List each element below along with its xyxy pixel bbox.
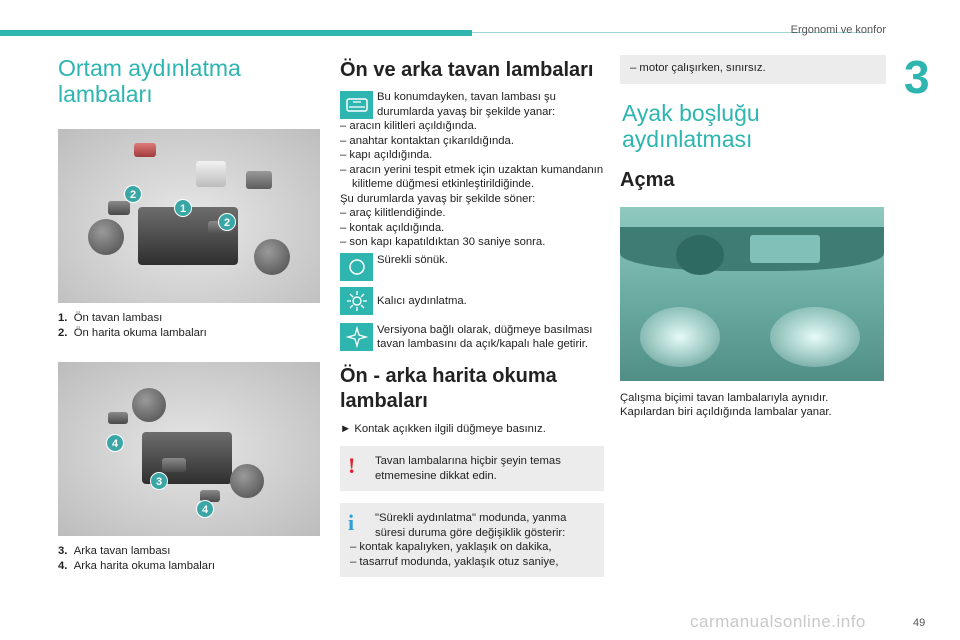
section-title-roof-lamps: Ön ve arka tavan lambaları [340, 59, 594, 81]
legend-item: 3. Arka tavan lambası [58, 545, 171, 557]
mode-on-row [340, 287, 604, 317]
callout-3: 3 [150, 472, 168, 490]
rear-center-switch-image [162, 458, 186, 472]
door-mode-text: Bu konumdayken, tavan lambası şu durumlarda yavaş bir şekilde yanar: [377, 91, 556, 118]
footwell-description: Çalışma biçimi tavan lambalarıyla aynıdır. Kapılardan biri açıldığında lambalar yanar. [620, 391, 832, 418]
list-item: – anahtar kontaktan çıkarıldığında. [340, 134, 514, 147]
legend-item: 2. Ön harita okuma lambaları [58, 326, 207, 339]
callout-2-right: 2 [218, 213, 236, 231]
steering-wheel-image [676, 235, 724, 275]
list-item: – aracın yerini tespit etmek için uzaktan kumandanın kilitleme düğmesi etkinleştirildiğinde. [340, 163, 604, 190]
right-map-lamp-image [254, 239, 290, 275]
info-note [340, 503, 604, 577]
warning-text: Tavan lambalarına hiçbir şeyin temas etmemesine dikkat edin. [375, 455, 561, 482]
section-title-footwell: Ayak boşluğu aydınlatması [622, 99, 760, 152]
off-intro: Şu durumlarda yavaş bir şekilde söner: [340, 192, 536, 205]
list-item: – aracın kilitleri açıldığında. [340, 120, 477, 132]
callout-4-left: 4 [106, 434, 124, 452]
section-title-ambient: Ortam aydınlatma lambaları [58, 55, 241, 107]
legend-rear [58, 544, 320, 573]
left-footwell-glow [640, 307, 720, 367]
callout-2-left: 2 [124, 185, 142, 203]
rear-left-map-lamp-image [132, 388, 166, 422]
front-roof-lamp-image [58, 129, 320, 303]
rear-left-switch-image [108, 412, 128, 424]
callout-4-right: 4 [196, 500, 214, 518]
list-item: – araç kilitlendiğinde. [340, 207, 446, 219]
continued-note [620, 55, 886, 84]
watermark: carmanualsonline.info [690, 612, 866, 631]
info-icon: i [348, 510, 355, 535]
list-item: – son kapı kapatıldıktan 30 saniye sonra. [340, 236, 546, 248]
subsection-title-open: Açma [620, 168, 675, 191]
chapter-number: 3 [904, 51, 930, 103]
right-footwell-glow [770, 307, 860, 367]
permanent-light-text: Kalıcı aydınlatma. [377, 294, 467, 307]
footwell-lighting-image [620, 207, 884, 381]
mode-door-row [340, 90, 604, 119]
toggle-light-text: Versiyona bağlı olarak, düğmeye basılması tavan lambasını da açık/kapalı hale getirir. [377, 323, 593, 350]
info-text: "Sürekli aydınlatma" modunda, yanma süresi duruma göre değişiklik gösterir: [375, 512, 567, 539]
rear-right-map-lamp-image [230, 464, 264, 498]
list-item: – kontak kapalıyken, yaklaşık on dakika, [350, 541, 552, 553]
door-mode-icon [340, 91, 373, 119]
mode-toggle-row [340, 323, 604, 352]
toggle-light-icon [340, 323, 373, 351]
on-conditions-list [340, 119, 604, 250]
warning-icon: ! [348, 453, 356, 478]
hazard-button-image [134, 143, 156, 157]
permanent-light-icon [340, 287, 373, 315]
right-column [620, 55, 886, 420]
instruction-step: ► Kontak açıkken ilgili düğmeye basınız. [340, 422, 546, 435]
chapter-title: Ergonomi ve konfor [790, 24, 886, 36]
section-title-map-lamps: Ön - arka harita okuma lambaları [340, 364, 557, 412]
list-item: – kontak açıldığında. [340, 221, 445, 234]
warning-note [340, 446, 604, 491]
list-item: – motor çalışırken, sınırsız. [630, 62, 766, 74]
off-mode-icon [340, 253, 373, 281]
left-map-lamp-image [88, 219, 124, 255]
sos-button-image [246, 171, 272, 189]
legend-front [58, 311, 320, 340]
legend-item: 1. Ön tavan lambası [58, 312, 163, 324]
mode-off-row [340, 253, 604, 283]
center-switch-image [196, 161, 226, 187]
list-item: – kapı açıldığında. [340, 149, 433, 161]
left-map-switch-image [108, 201, 130, 215]
left-column [58, 55, 320, 573]
legend-item: 4. Arka harita okuma lambaları [58, 559, 215, 572]
list-item: – tasarruf modunda, yaklaşık otuz saniye, [350, 555, 559, 568]
page-number: 49 [913, 617, 926, 629]
callout-1: 1 [174, 199, 192, 217]
rear-roof-lamp-image [58, 362, 320, 536]
off-mode-text: Sürekli sönük. [377, 253, 448, 266]
header-accent-bar [0, 30, 472, 36]
middle-column [340, 55, 604, 577]
screen-image [750, 235, 820, 263]
